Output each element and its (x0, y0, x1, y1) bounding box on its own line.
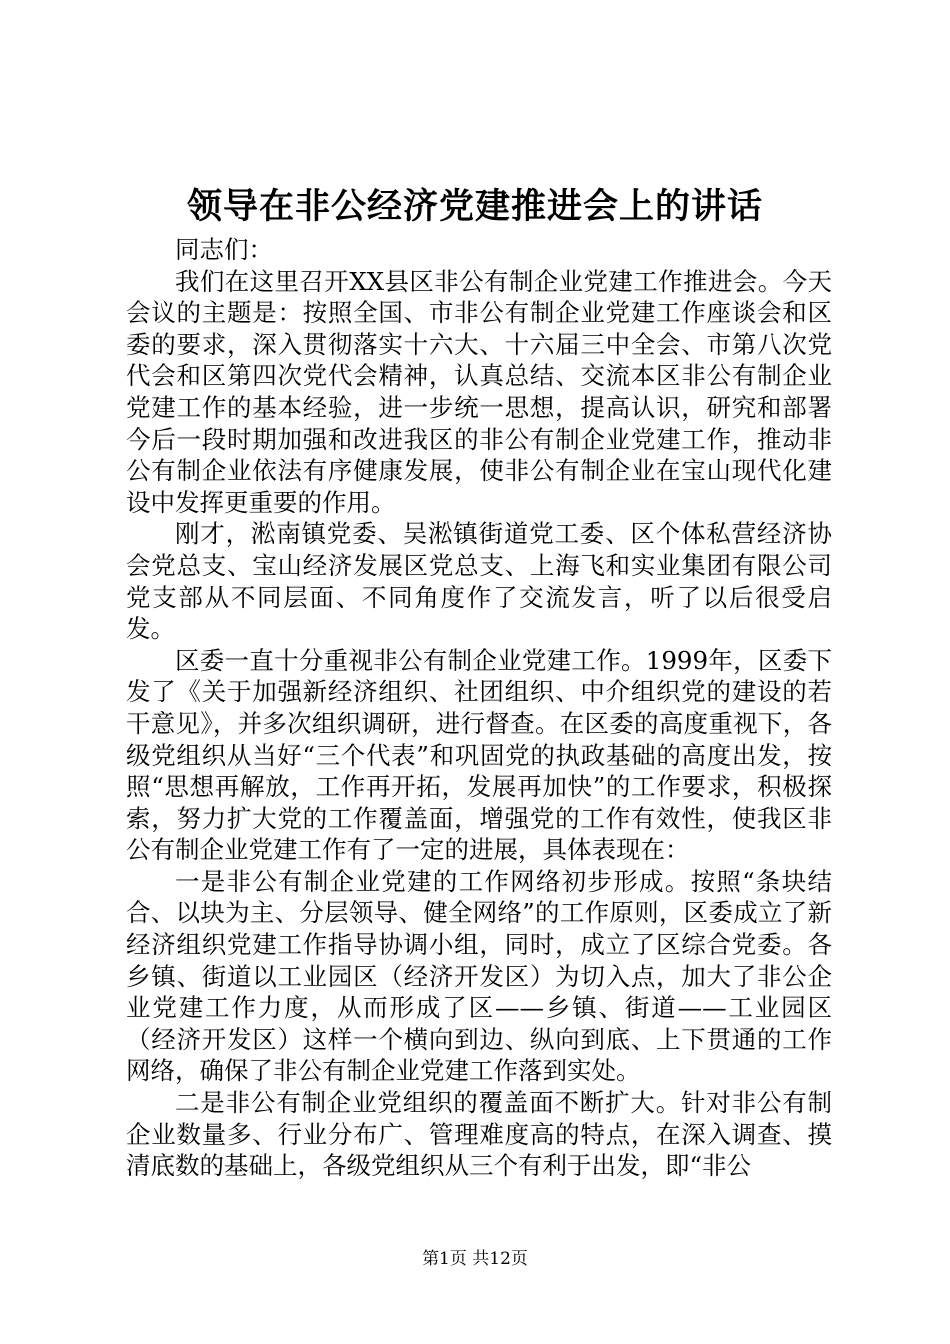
page-number-footer: 第1页 共12页 (422, 1249, 528, 1269)
paragraph: 二是非公有制企业党组织的覆盖面不断扩大。针对非公有制企业数量多、行业分布广、管理难度高的特点，在深入调查、摸清底数的基础上，各级党组织从三个有利于出发，即“非公 (126, 1088, 832, 1181)
salutation: 同志们： (175, 235, 273, 264)
paragraph: 区委一直十分重视非公有制企业党建工作。1999年，区委下发了《关于加强新经济组织、社团组织、中介组织党的建设的若干意见》，并多次组织调研，进行督查。在区委的高度重视下，各级党组织从当好“三个代表”和巩固党的执政基础的高度出发，按照“思想再解放，工作再开拓，发展再加快”的工作要求，积极探索，努力扩大党的工作覆盖面，增强党的工作有效性，使我区非公有制企业党建工作有了一定的进展，具体表现在： (126, 645, 832, 865)
document-body (126, 234, 832, 1182)
paragraph: 我们在这里召开XX县区非公有制企业党建工作推进会。今天会议的主题是：按照全国、市非公有制企业党建工作座谈会和区委的要求，深入贯彻落实十六大、十六届三中全会、市第八次党代会和区第四次党代会精神，认真总结、交流本区非公有制企业党建工作的基本经验，进一步统一思想，提高认识，研究和部署今后一段时期加强和改进我区的非公有制企业党建工作，推动非公有制企业依法有序健康发展，使非公有制企业在宝山现代化建设中发挥更重要的作用。 (126, 266, 832, 517)
paragraph: 一是非公有制企业党建的工作网络初步形成。按照“条块结合、以块为主、分层领导、健全网络”的工作原则，区委成立了新经济组织党建工作指导协调小组，同时，成立了区综合党委。各乡镇、街道以工业园区（经济开发区）为切入点，加大了非公企业党建工作力度，从而形成了区——乡镇、街道——工业园区（经济开发区）这样一个横向到边、纵向到底、上下贯通的工作网络，确保了非公有制企业党建工作落到实处。 (126, 866, 832, 1086)
document-title: 领导在非公经济党建推进会上的讲话 (186, 186, 763, 227)
paragraph: 刚才，淞南镇党委、吴淞镇街道党工委、区个体私营经济协会党总支、宝山经济发展区党总支、上海飞和实业集团有限公司党支部从不同层面、不同角度作了交流发言，听了以后很受启发。 (126, 519, 832, 644)
